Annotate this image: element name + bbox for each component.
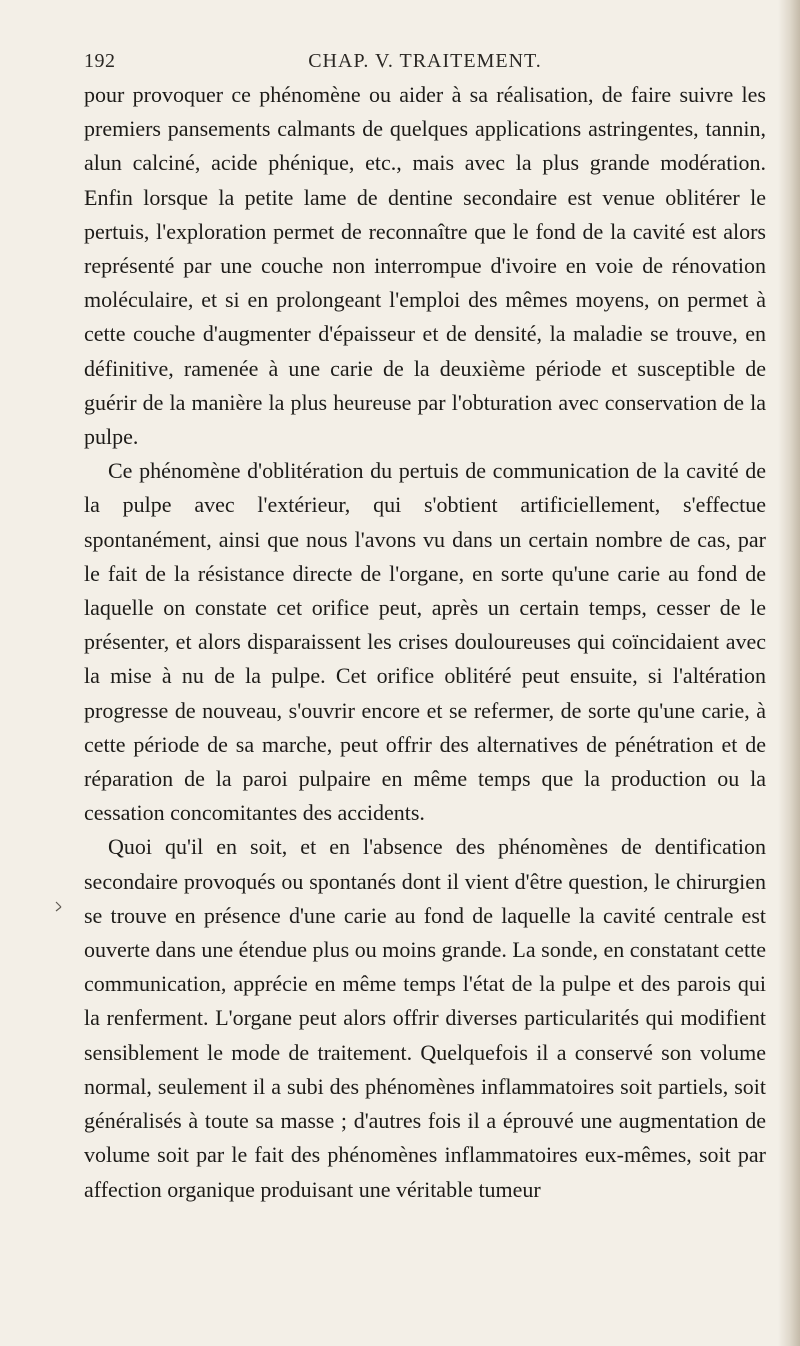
page-header <box>84 46 766 80</box>
running-head: CHAP. V. TRAITEMENT. <box>308 50 542 72</box>
page-number: 192 <box>84 50 116 72</box>
body-text <box>84 78 766 1207</box>
paragraph-2: Ce phénomène d'oblitération du pertuis de communication de la cavité de la pulpe avec l'extérieur, qui s'obtient artificiellement, s'effectue spontanément, ainsi que nous l'avons vu dans un certain nombre de cas, par le fait de la résistance directe de l'organe, en sorte qu'une carie au fond de laquelle on constate cet orifice peut, après un certain temps, cesser de le présenter, et alors disparaissent les crises douloureuses qui coïncidaient avec la mise à nu de la pulpe. Cet orifice oblitéré peut ensuite, si l'altération progresse de nouveau, s'ouvrir encore et se refermer, de sorte qu'une carie, à cette période de sa marche, peut offrir des alternatives de pénétration et de réparation de la paroi pulpaire en même temps que la production ou la cessation concomitantes des accidents. <box>84 458 766 826</box>
page-edge-shadow <box>778 0 800 1346</box>
paragraph-1: pour provoquer ce phénomène ou aider à sa réalisation, de faire suivre les premiers pansements calmants de quelques applications astringentes, tannin, alun calciné, acide phénique, etc., mais avec la plus grande modération. Enfin lorsque la petite lame de dentine secondaire est venue oblitérer le pertuis, l'exploration permet de reconnaître que le fond de la cavité est alors représenté par une couche non interrompue d'ivoire en voie de rénovation moléculaire, et si en prolongeant l'emploi des mêmes moyens, on permet à cette couche d'augmenter d'épaisseur et de densité, la maladie se trouve, en définitive, ramenée à une carie de la deuxième période et susceptible de guérir de la manière la plus heureuse par l'obturation avec conservation de la pulpe. <box>84 82 766 450</box>
paragraph-3: Quoi qu'il en soit, et en l'absence des phénomènes de dentification secondaire provoqués ou spontanés dont il vient d'être question, le chirurgien se trouve en présence d'une carie au fond de laquelle la cavité centrale est ouverte dans une étendue plus ou moins grande. La sonde, en constatant cette communication, apprécie en même temps l'état de la pulpe et des parois qui la renferment. L'organe peut alors offrir diverses particularités qui modifient sensiblement le mode de traitement. Quelquefois il a conservé son volume normal, seulement il a subi des phénomènes inflammatoires soit partiels, soit généralisés à toute sa masse ; d'autres fois il a éprouvé une augmentation de volume soit par le fait des phénomènes inflammatoires eux-mêmes, soit par affection organique produisant une véritable tumeur <box>84 834 766 1202</box>
margin-pencil-mark <box>53 900 67 914</box>
